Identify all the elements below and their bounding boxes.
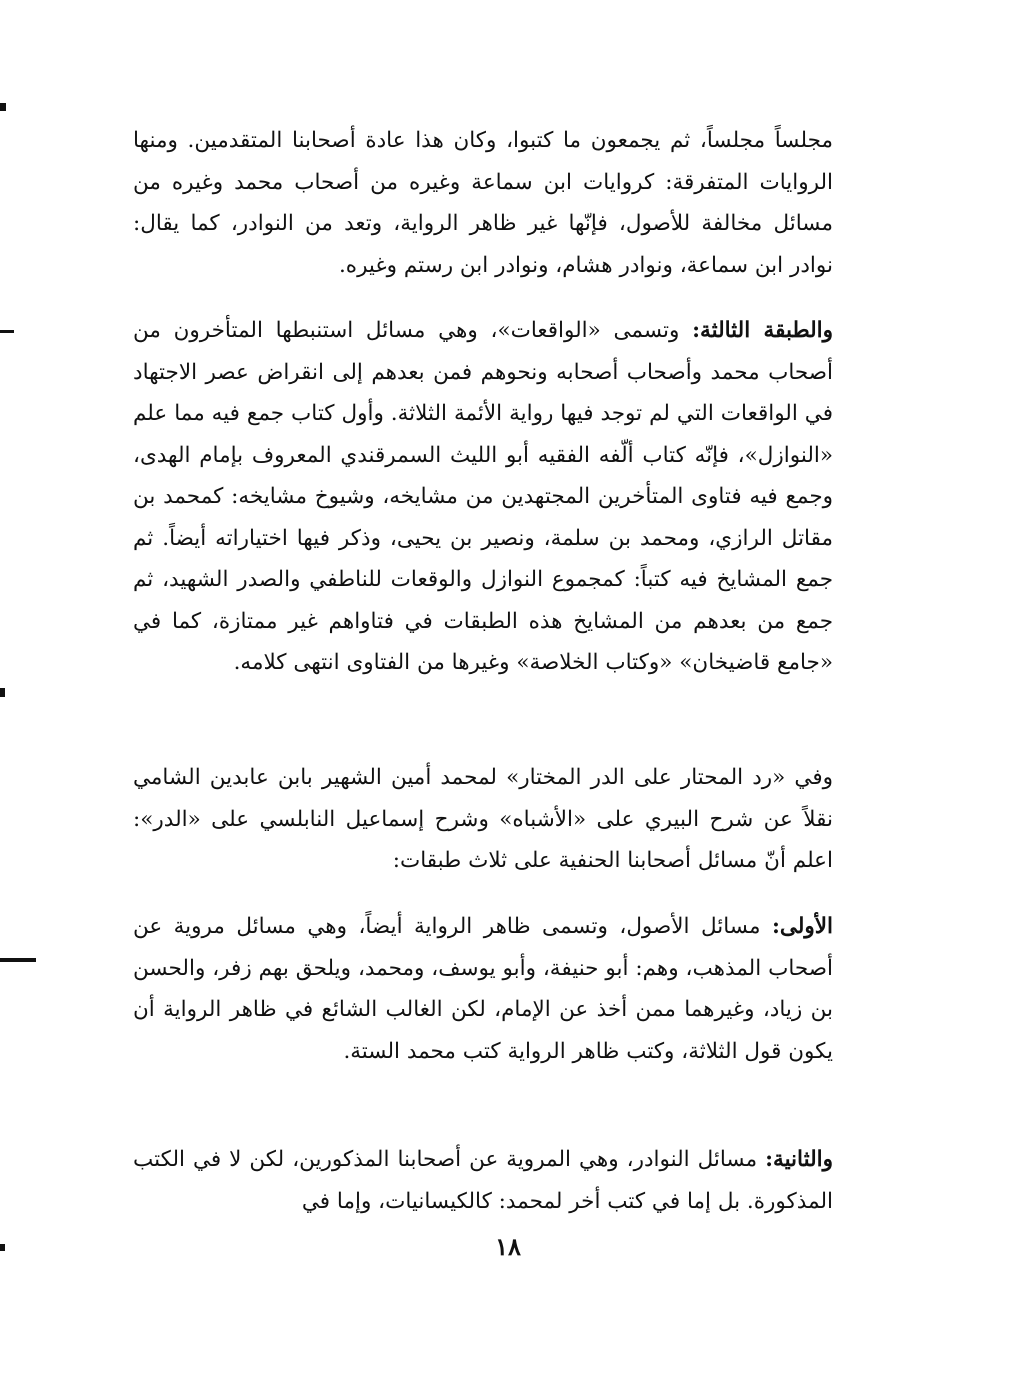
paragraph-text: وتسمى «الواقعات»، وهي مسائل استنبطها المتأخرون من أصحاب محمد وأصحاب أصحابه ونحوهم فمن بعدهم إلى انقراض عصر الاجتهاد في الواقعات التي لم توجد فيها رواية الأئمة الثلاثة. وأول كتاب جمع فيه مما علم «النوازل»، فإنّه كتاب ألّفه الفقيه أبو الليث السمرقندي المعروف بإمام الهدى، وجمع فيه فتاوى المتأخرين المجتهدين من مشايخه، وشيوخ مشايخه: كمحمد بن مقاتل الرازي، ومحمد بن سلمة، ونصير بن يحيى، وذكر فيها اختياراته أيضاً. ثم جمع المشايخ فيه كتباً: كمجموع النوازل والوقعات للناطفي والصدر الشهيد، ثم جمع من بعدهم من المشايخ هذه الطبقات في فتاواهم غير ممتازة، كما في «جامع قاضيخان» «وكتاب الخلاصة» وغيرها من الفتاوى انتهى كلامه.: [133, 318, 833, 675]
paragraph-lead: والطبقة الثالثة:: [692, 318, 833, 343]
scan-edge-mark: [0, 103, 6, 111]
paragraph-lead: الأولى:: [771, 914, 833, 939]
paragraph-text: وفي «رد المحتار على الدر المختار» لمحمد أمين الشهير بابن عابدين الشامي نقلاً عن شرح البيري على «الأشباه» وشرح إسماعيل النابلسي على «الدر»: اعلم أنّ مسائل أصحابنا الحنفية على ثلاث طبقات:: [133, 765, 833, 873]
paragraph-text: مسائل النوادر، وهي المروية عن أصحابنا المذكورين، لكن لا في الكتب المذكورة. بل إما في كتب أخر لمحمد: كالكيسانيات، وإما في: [133, 1147, 833, 1214]
paragraph-3: [133, 757, 833, 882]
paragraph-text: مجلساً مجلساً، ثم يجمعون ما كتبوا، وكان هذا عادة أصحابنا المتقدمين. ومنها الروايات المتفرقة: كروايات ابن سماعة وغيره من أصحاب محمد وغيره من مسائل مخالفة للأصول، فإنّها غير ظاهر الرواية، وتعد من النوادر، كما يقال: نوادر ابن سماعة، ونوادر هشام، ونوادر ابن رستم وغيره.: [133, 128, 833, 278]
scan-edge-mark: [0, 330, 14, 333]
paragraph-lead: والثانية:: [765, 1147, 833, 1172]
paragraph-text: مسائل الأصول، وتسمى ظاهر الرواية أيضاً، وهي مسائل مروية عن أصحاب المذهب، وهم: أبو حنيفة، وأبو يوسف، ومحمد، ويلحق بهم زفر، والحسن بن زياد، وغيرهما ممن أخذ عن الإمام، لكن الغالب الشائع في ظاهر الرواية أن يكون قول الثلاثة، وكتب ظاهر الرواية كتب محمد الستة.: [133, 914, 833, 1064]
paragraph-2: [133, 310, 833, 684]
paragraph-4: [133, 906, 833, 1072]
paragraph-1: [133, 120, 833, 286]
scan-edge-mark: [0, 958, 36, 962]
scan-edge-mark: [0, 688, 5, 697]
paragraph-5: [133, 1139, 833, 1222]
page-number: ١٨: [495, 1232, 521, 1261]
